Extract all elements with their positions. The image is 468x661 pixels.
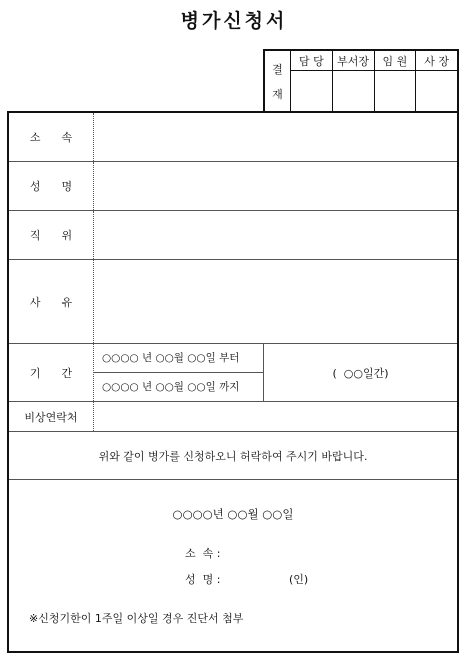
position-field[interactable] xyxy=(94,211,457,259)
row-reason xyxy=(9,260,457,344)
approval-head-president: 사 장 xyxy=(416,51,457,71)
period-from[interactable]: ○○○○ 년 ○○월 ○○일 부터 xyxy=(94,344,264,373)
name-label: 성 명 xyxy=(9,162,94,210)
affiliation-field[interactable] xyxy=(94,113,457,161)
period-label: 기 간 xyxy=(9,344,94,401)
approval-sign-president[interactable] xyxy=(416,71,457,112)
approval-col-manager xyxy=(333,51,375,112)
period-to[interactable]: ○○○○ 년 ○○월 ○○일 까지 xyxy=(94,373,264,402)
approval-label-top: 결 xyxy=(272,63,283,77)
approval-head-executive: 임 원 xyxy=(375,51,416,71)
approval-label-bottom: 재 xyxy=(272,87,283,101)
reason-label: 사 유 xyxy=(9,260,94,343)
approval-sign-staff[interactable] xyxy=(291,71,332,112)
approval-col-staff xyxy=(291,51,333,112)
signature-name: 성 명 : xyxy=(185,573,221,586)
approval-box xyxy=(263,49,459,112)
signature-seal: (인) xyxy=(289,573,309,586)
approval-head-manager: 부서장 xyxy=(333,51,374,71)
name-field[interactable] xyxy=(94,162,457,210)
request-statement: 위와 같이 병가를 신청하오니 허락하여 주시기 바랍니다. xyxy=(9,432,457,480)
period-field xyxy=(94,344,457,401)
reason-field[interactable] xyxy=(94,260,457,343)
approval-sign-manager[interactable] xyxy=(333,71,374,112)
row-name xyxy=(9,162,457,211)
approval-col-president xyxy=(416,51,457,112)
period-days[interactable]: ( ○○일간) xyxy=(332,366,389,380)
row-emergency-contact xyxy=(9,402,457,432)
emergency-contact-label: 비상연락처 xyxy=(9,402,94,431)
row-period xyxy=(9,344,457,402)
position-label: 직 위 xyxy=(9,211,94,259)
emergency-contact-field[interactable] xyxy=(94,402,457,431)
page-title: 병가신청서 xyxy=(180,10,288,32)
signature-block xyxy=(9,480,457,651)
approval-label xyxy=(265,51,291,112)
leave-form xyxy=(7,111,459,653)
approval-head-staff: 담 당 xyxy=(291,51,332,71)
attachment-note: ※신청기한이 1주일 이상일 경우 진단서 첨부 xyxy=(29,612,244,625)
affiliation-label: 소 속 xyxy=(9,113,94,161)
approval-sign-executive[interactable] xyxy=(375,71,416,112)
signature-affiliation: 소 속 : xyxy=(185,547,221,560)
row-affiliation xyxy=(9,113,457,162)
signature-date[interactable]: ○○○○년 ○○월 ○○일 xyxy=(172,507,294,521)
approval-col-executive xyxy=(375,51,417,112)
row-position xyxy=(9,211,457,260)
